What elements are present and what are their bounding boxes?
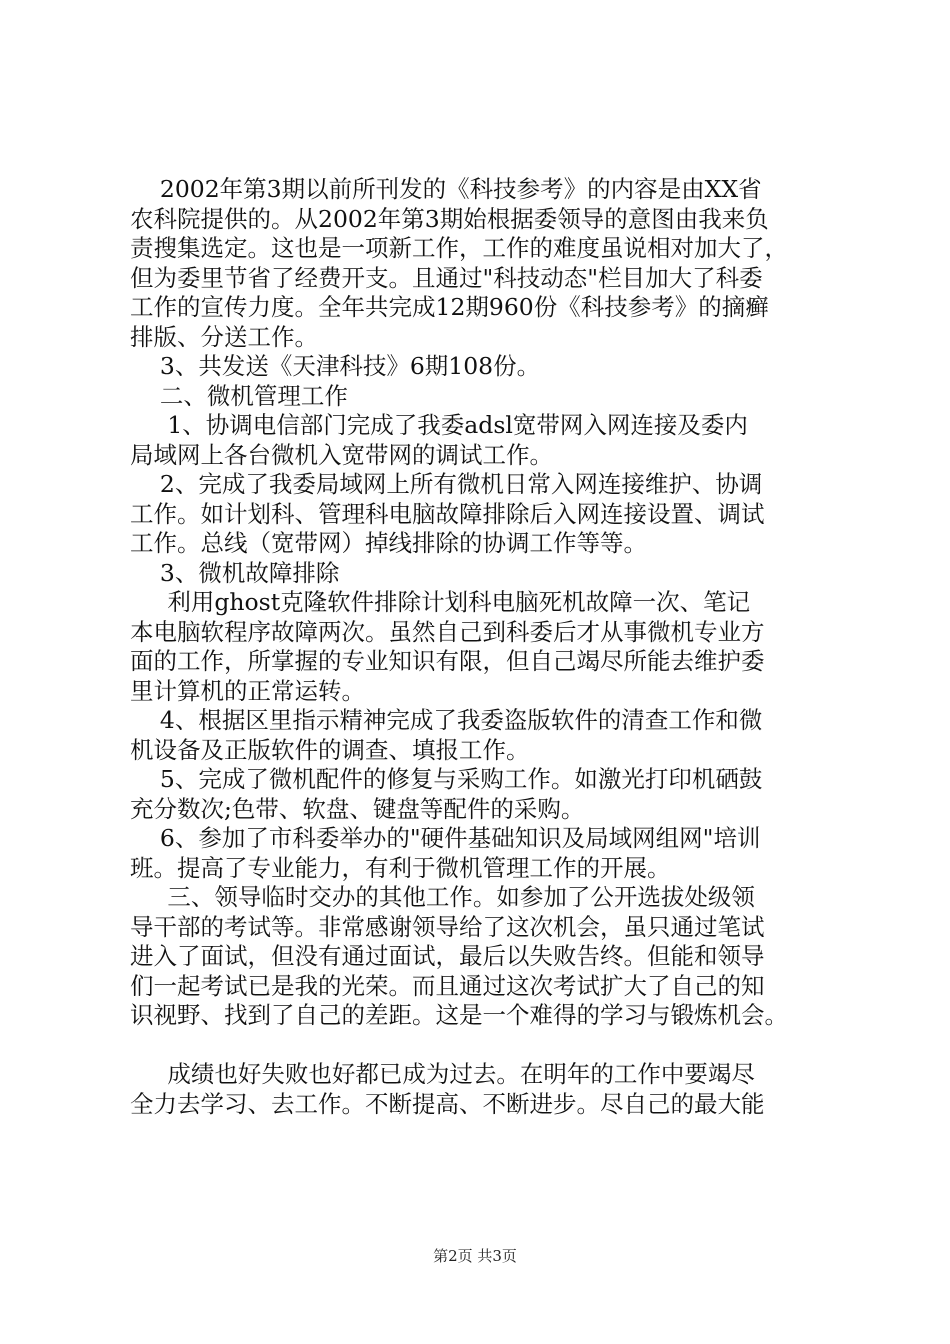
text-line: 2002年第3期以前所刊发的《科技参考》的内容是由XX省 [130, 175, 762, 203]
page-footer: 第2页 共3页 [433, 1247, 517, 1265]
text-line: 排版、分送工作。 [130, 322, 318, 351]
text-line [130, 1031, 835, 1061]
text-line: 局域网上各台微机入宽带网的调试工作。 [130, 440, 553, 469]
text-line: 工作的宣传力度。全年共完成12期960份《科技参考》的摘癣 [130, 293, 769, 321]
text-line: 责搜集选定。这也是一项新工作，工作的难度虽说相对加大了， [130, 234, 788, 262]
text-line: 全力去学习、去工作。不断提高、不断进步。尽自己的最大能 [130, 1089, 765, 1118]
text-line: 面的工作，所掌握的专业知识有限，但自己竭尽所能去维护委 [130, 647, 765, 675]
text-line: 里计算机的正常运转。 [130, 676, 365, 705]
document-body [130, 175, 835, 1119]
text-line: 1、协调电信部门完成了我委adsl宽带网入网连接及委内 [130, 411, 748, 439]
text-line: 三、领导临时交办的其他工作。如参加了公开选拔处级领 [130, 883, 755, 911]
text-line: 工作。总线（宽带网）掉线排除的协调工作等等。 [130, 529, 647, 557]
text-line: 3、共发送《天津科技》6期108份。 [130, 352, 541, 380]
text-line: 们一起考试已是我的光荣。而且通过这次考试扩大了自己的知 [130, 971, 765, 1000]
text-line: 识视野、找到了自己的差距。这是一个难得的学习与锻炼机会。 [130, 1001, 788, 1029]
text-line: 3、微机故障排除 [130, 558, 340, 587]
text-line: 农科院提供的。从2002年第3期始根据委领导的意图由我来负 [130, 204, 769, 233]
text-line: 6、参加了市科委举办的"硬件基础知识及局域网组网"培训 [130, 824, 761, 852]
text-line: 利用ghost克隆软件排除计划科电脑死机故障一次、笔记 [130, 588, 751, 616]
text-line: 5、完成了微机配件的修复与采购工作。如激光打印机硒鼓 [130, 765, 763, 793]
text-line: 工作。如计划科、管理科电脑故障排除后入网连接设置、调试 [130, 499, 765, 528]
text-line: 但为委里节省了经费开支。且通过"科技动态"栏目加大了科委 [130, 263, 763, 292]
text-line: 本电脑软程序故障两次。虽然自己到科委后才从事微机专业方 [130, 617, 765, 646]
text-line: 班。提高了专业能力，有利于微机管理工作的开展。 [130, 853, 671, 882]
text-line: 2、完成了我委局域网上所有微机日常入网连接维护、协调 [130, 470, 763, 498]
text-line: 进入了面试，但没有通过面试，最后以失败告终。但能和领导 [130, 942, 765, 970]
text-line: 成绩也好失败也好都已成为过去。在明年的工作中要竭尽 [130, 1060, 755, 1088]
text-line: 机设备及正版软件的调查、填报工作。 [130, 735, 530, 764]
text-line: 充分数次;色带、软盘、键盘等配件的采购。 [130, 794, 585, 823]
text-line: 二、微机管理工作 [130, 381, 348, 410]
text-line: 4、根据区里指示精神完成了我委盗版软件的清查工作和微 [130, 706, 763, 734]
text-line: 导干部的考试等。非常感谢领导给了这次机会，虽只通过笔试 [130, 912, 765, 941]
